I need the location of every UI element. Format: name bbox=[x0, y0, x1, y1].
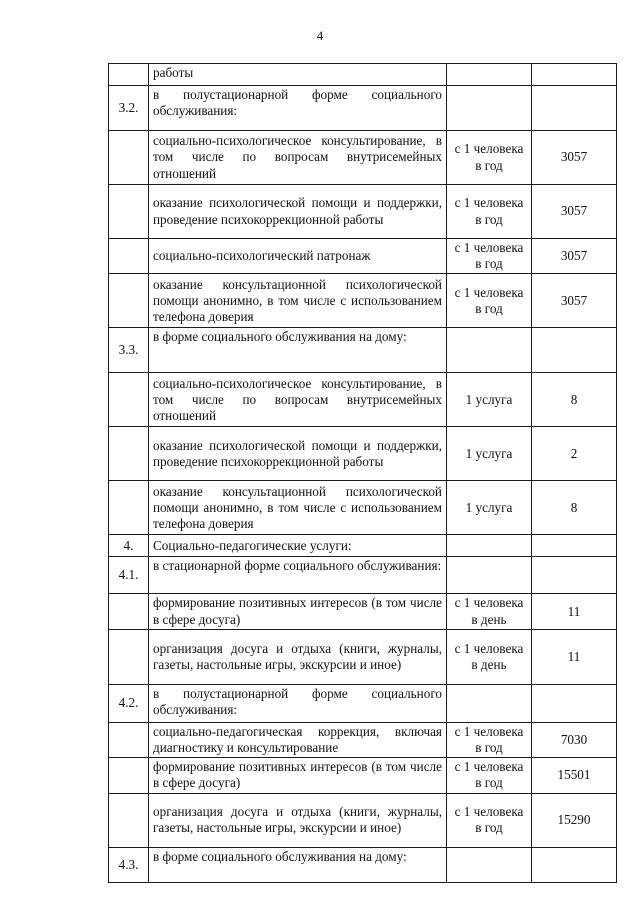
unit-cell: 1 услуга bbox=[447, 481, 532, 535]
tariff-value-cell: 7030 bbox=[532, 722, 617, 757]
table-row bbox=[109, 847, 617, 882]
service-description-cell: в форме социального обслуживания на дому: bbox=[149, 328, 447, 373]
service-description-cell: в форме социального обслуживания на дому: bbox=[149, 847, 447, 882]
unit-cell bbox=[447, 847, 532, 882]
tariff-value-cell bbox=[532, 86, 617, 131]
service-description-cell: формирование позитивных интересов (в том числе в сфере досуга) bbox=[149, 594, 447, 629]
row-number-cell bbox=[109, 758, 149, 793]
row-number-cell: 3.3. bbox=[109, 328, 149, 373]
unit-cell bbox=[447, 535, 532, 557]
table-row bbox=[109, 535, 617, 557]
table-row bbox=[109, 758, 617, 793]
service-description-cell: Социально-педагогические услуги: bbox=[149, 535, 447, 557]
service-description-cell: социально-психологический патронаж bbox=[149, 239, 447, 274]
tariff-value-cell: 15501 bbox=[532, 758, 617, 793]
tariff-value-cell: 8 bbox=[532, 481, 617, 535]
row-number-cell bbox=[109, 239, 149, 274]
table-row bbox=[109, 239, 617, 274]
service-description-cell: социально-психологическое консультирование, в том числе по вопросам внутрисемейных отношений bbox=[149, 131, 447, 185]
unit-cell: с 1 человека в день bbox=[447, 594, 532, 629]
unit-cell bbox=[447, 557, 532, 594]
row-number-cell bbox=[109, 64, 149, 86]
table-row bbox=[109, 427, 617, 481]
service-description-cell: в полустационарной форме социального обслуживания: bbox=[149, 86, 447, 131]
tariff-value-cell: 11 bbox=[532, 629, 617, 684]
tariff-value-cell: 3057 bbox=[532, 239, 617, 274]
row-number-cell bbox=[109, 427, 149, 481]
tariff-value-cell: 2 bbox=[532, 427, 617, 481]
table-row bbox=[109, 373, 617, 427]
tariff-value-cell: 11 bbox=[532, 594, 617, 629]
table-row bbox=[109, 131, 617, 185]
service-description-cell: формирование позитивных интересов (в том числе в сфере досуга) bbox=[149, 758, 447, 793]
tariff-value-cell: 15290 bbox=[532, 793, 617, 847]
service-description-cell: организация досуга и отдыха (книги, журналы, газеты, настольные игры, экскурсии и иное) bbox=[149, 629, 447, 684]
unit-cell: с 1 человека в день bbox=[447, 629, 532, 684]
row-number-cell bbox=[109, 185, 149, 239]
row-number-cell: 4.2. bbox=[109, 684, 149, 722]
service-description-cell: организация досуга и отдыха (книги, журналы, газеты, настольные игры, экскурсии и иное) bbox=[149, 793, 447, 847]
table-row bbox=[109, 722, 617, 757]
table-row bbox=[109, 328, 617, 373]
table-row bbox=[109, 793, 617, 847]
table-row bbox=[109, 594, 617, 629]
table-body bbox=[109, 64, 617, 883]
row-number-cell bbox=[109, 481, 149, 535]
tariff-value-cell bbox=[532, 328, 617, 373]
row-number-cell bbox=[109, 722, 149, 757]
unit-cell: с 1 человека в год bbox=[447, 274, 532, 328]
tariff-value-cell bbox=[532, 684, 617, 722]
tariff-value-cell bbox=[532, 64, 617, 86]
table-row bbox=[109, 86, 617, 131]
row-number-cell: 4.1. bbox=[109, 557, 149, 594]
service-description-cell: социально-педагогическая коррекция, включая диагностику и консультирование bbox=[149, 722, 447, 757]
tariff-value-cell: 8 bbox=[532, 373, 617, 427]
tariff-value-cell: 3057 bbox=[532, 131, 617, 185]
tariff-value-cell bbox=[532, 847, 617, 882]
service-description-cell: оказание консультационной психологической помощи анонимно, в том числе с использованием телефона доверия bbox=[149, 481, 447, 535]
unit-cell bbox=[447, 64, 532, 86]
service-description-cell: оказание психологической помощи и поддержки, проведение психокоррекционной работы bbox=[149, 185, 447, 239]
row-number-cell: 4.3. bbox=[109, 847, 149, 882]
unit-cell: 1 услуга bbox=[447, 427, 532, 481]
row-number-cell bbox=[109, 793, 149, 847]
unit-cell: с 1 человека в год bbox=[447, 793, 532, 847]
table-row bbox=[109, 557, 617, 594]
service-description-cell: оказание консультационной психологической помощи анонимно, в том числе с использованием телефона доверия bbox=[149, 274, 447, 328]
tariff-value-cell: 3057 bbox=[532, 274, 617, 328]
service-description-cell: оказание психологической помощи и поддержки, проведение психокоррекционной работы bbox=[149, 427, 447, 481]
table-row bbox=[109, 64, 617, 86]
unit-cell: с 1 человека в год bbox=[447, 185, 532, 239]
row-number-cell bbox=[109, 131, 149, 185]
table-row bbox=[109, 274, 617, 328]
unit-cell bbox=[447, 86, 532, 131]
service-description-cell: социально-психологическое консультирование, в том числе по вопросам внутрисемейных отношений bbox=[149, 373, 447, 427]
tariff-value-cell bbox=[532, 535, 617, 557]
unit-cell: с 1 человека в год bbox=[447, 239, 532, 274]
row-number-cell bbox=[109, 373, 149, 427]
service-description-cell: в стационарной форме социального обслуживания: bbox=[149, 557, 447, 594]
table-row bbox=[109, 684, 617, 722]
unit-cell bbox=[447, 684, 532, 722]
table-row bbox=[109, 629, 617, 684]
row-number-cell bbox=[109, 594, 149, 629]
tariff-value-cell bbox=[532, 557, 617, 594]
table-row bbox=[109, 185, 617, 239]
unit-cell: 1 услуга bbox=[447, 373, 532, 427]
row-number-cell bbox=[109, 274, 149, 328]
tariff-table bbox=[108, 63, 617, 883]
row-number-cell: 4. bbox=[109, 535, 149, 557]
unit-cell bbox=[447, 328, 532, 373]
page-number: 4 bbox=[316, 28, 324, 43]
unit-cell: с 1 человека в год bbox=[447, 758, 532, 793]
unit-cell: с 1 человека в год bbox=[447, 722, 532, 757]
tariff-value-cell: 3057 bbox=[532, 185, 617, 239]
service-description-cell: работы bbox=[149, 64, 447, 86]
row-number-cell: 3.2. bbox=[109, 86, 149, 131]
unit-cell: с 1 человека в год bbox=[447, 131, 532, 185]
service-description-cell: в полустационарной форме социального обслуживания: bbox=[149, 684, 447, 722]
row-number-cell bbox=[109, 629, 149, 684]
table-row bbox=[109, 481, 617, 535]
